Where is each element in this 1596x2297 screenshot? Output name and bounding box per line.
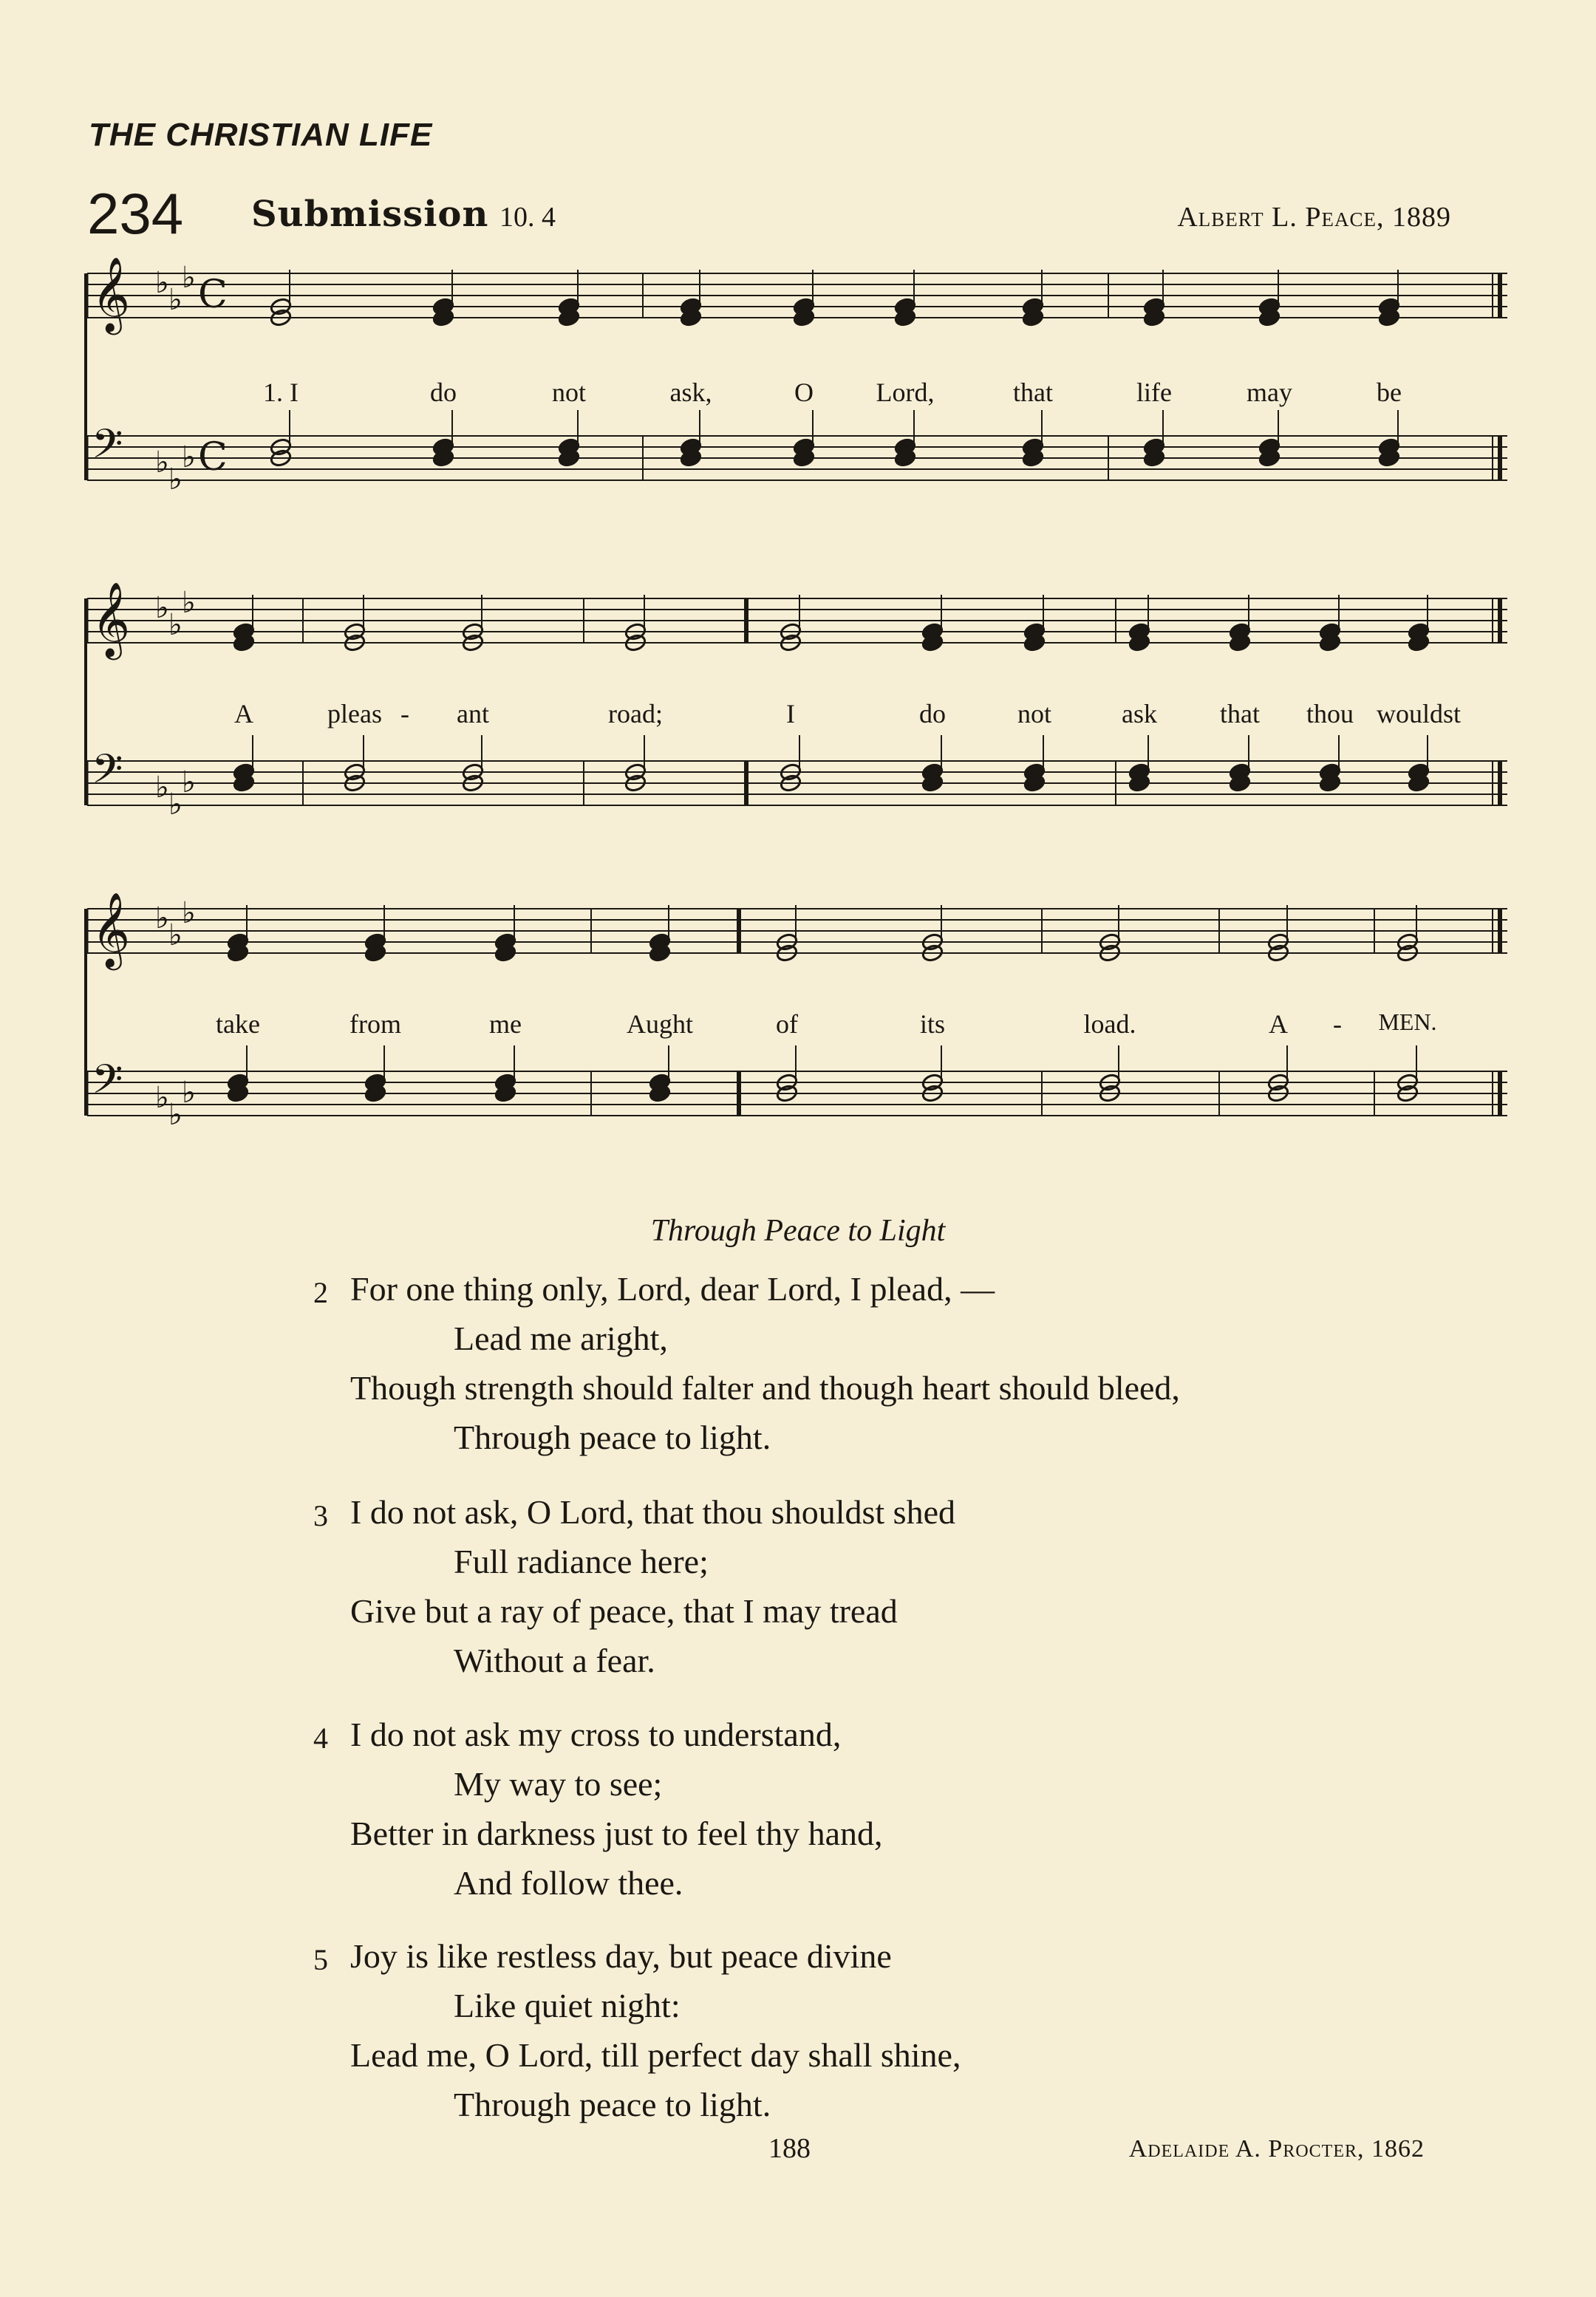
flat-icon: ♭: [168, 608, 183, 642]
flat-icon: ♭: [182, 896, 196, 930]
lyric-syllable: me: [489, 1009, 522, 1039]
lyric-syllable: A: [1269, 1009, 1288, 1039]
flat-icon: ♭: [155, 901, 169, 935]
lyric-syllable: its: [919, 1009, 946, 1039]
flat-icon: ♭: [155, 591, 169, 625]
lyric-syllable: ant: [457, 699, 489, 728]
verse-line: Lead me, O Lord, till perfect day shall shine,: [350, 2036, 961, 2074]
treble-clef-icon: 𝄞: [92, 581, 131, 657]
verse-line: Joy is like restless day, but peace divine: [350, 1937, 892, 1975]
verse-line: Full radiance here;: [454, 1543, 709, 1580]
bass-clef-icon: 𝄢: [92, 1056, 123, 1113]
verse-line: Like quiet night:: [454, 1987, 681, 2024]
verse-line: Through peace to light.: [454, 1419, 771, 1456]
verse-line: Though strength should falter and though heart should bleed,: [350, 1369, 1180, 1407]
flat-icon: ♭: [168, 1098, 183, 1132]
lyric-syllable: load.: [1083, 1009, 1136, 1039]
tune-name: Submission: [251, 194, 489, 235]
lyric-syllable: O: [794, 378, 814, 407]
author: Adelaide A. Procter, 1862: [1128, 2135, 1425, 2163]
lyric-syllable: Lord,: [876, 378, 935, 407]
verse-line: I do not ask, O Lord, that thou shouldst shed: [350, 1493, 955, 1531]
verse-line: For one thing only, Lord, dear Lord, I plead, —: [350, 1270, 995, 1308]
verse-line: Better in darkness just to feel thy hand,: [350, 1815, 883, 1852]
lyric-syllable: life: [1136, 378, 1172, 407]
verse-line: Lead me aright,: [454, 1320, 668, 1357]
flat-icon: ♭: [155, 446, 169, 479]
lyric-syllable: I: [786, 699, 795, 728]
bass-clef-icon: 𝄢: [92, 420, 123, 477]
flat-icon: ♭: [168, 283, 183, 317]
lyric-syllable: not: [1017, 699, 1052, 728]
hymn-number: 234: [87, 181, 184, 246]
lyric-syllable: pleas: [327, 699, 382, 728]
verse-line: Without a fear.: [454, 1642, 655, 1679]
lyric-syllable: take: [216, 1009, 260, 1039]
flat-icon: ♭: [168, 788, 183, 822]
bass-clef-icon: 𝄢: [92, 745, 123, 802]
common-time-icon: C: [198, 435, 228, 479]
verse-line: My way to see;: [454, 1765, 663, 1803]
verse-line: I do not ask my cross to understand,: [350, 1716, 842, 1753]
meter: 10. 4: [499, 202, 556, 233]
flat-icon: ♭: [182, 1076, 196, 1110]
lyric-syllable: A: [234, 699, 253, 728]
flat-icon: ♭: [155, 1081, 169, 1115]
common-time-icon: C: [198, 273, 228, 317]
lyric-syllable: ask,: [669, 378, 712, 407]
lyric-syllable: Aught: [627, 1009, 693, 1039]
verse-number: 5: [313, 1943, 328, 1976]
flat-icon: ♭: [168, 918, 183, 952]
verse-line: Through peace to light.: [454, 2086, 771, 2123]
lyric-syllable: ask: [1122, 699, 1157, 728]
flat-icon: ♭: [182, 586, 196, 620]
lyric-syllable: be: [1377, 378, 1402, 407]
section-title: THE CHRISTIAN LIFE: [89, 117, 433, 153]
verse-line: Give but a ray of peace, that I may tread: [350, 1592, 898, 1630]
lyric-syllable: 1. I: [263, 378, 299, 407]
page-number: 188: [768, 2133, 811, 2164]
treble-clef-icon: 𝄞: [92, 256, 131, 332]
lyric-syllable: not: [551, 378, 587, 407]
lyric-syllable: do: [919, 699, 946, 728]
refrain-title: Through Peace to Light: [650, 1214, 946, 1248]
lyric-syllable: that: [1220, 699, 1260, 728]
verse-number: 3: [313, 1499, 328, 1532]
lyric-syllable: -: [1333, 1009, 1342, 1039]
lyric-syllable: wouldst: [1376, 699, 1462, 728]
flat-icon: ♭: [168, 463, 183, 496]
lyric-syllable: may: [1247, 378, 1292, 407]
treble-clef-icon: 𝄞: [92, 891, 131, 967]
flat-icon: ♭: [182, 765, 196, 799]
lyric-syllable: MEN.: [1378, 1008, 1437, 1035]
flat-icon: ♭: [155, 266, 169, 300]
flat-icon: ♭: [182, 261, 196, 295]
verse-number: 2: [313, 1276, 328, 1309]
verse-line: And follow thee.: [454, 1864, 683, 1902]
lyric-syllable: -: [400, 699, 409, 728]
composer: Albert L. Peace, 1889: [1177, 202, 1451, 233]
flat-icon: ♭: [155, 771, 169, 805]
verse-number: 4: [313, 1721, 328, 1755]
lyric-syllable: of: [776, 1009, 798, 1039]
lyric-syllable: from: [349, 1009, 401, 1039]
flat-icon: ♭: [182, 440, 196, 474]
lyric-syllable: thou: [1306, 699, 1354, 728]
lyric-syllable: that: [1013, 378, 1053, 407]
lyric-syllable: road;: [608, 699, 663, 728]
lyric-syllable: do: [430, 378, 457, 407]
